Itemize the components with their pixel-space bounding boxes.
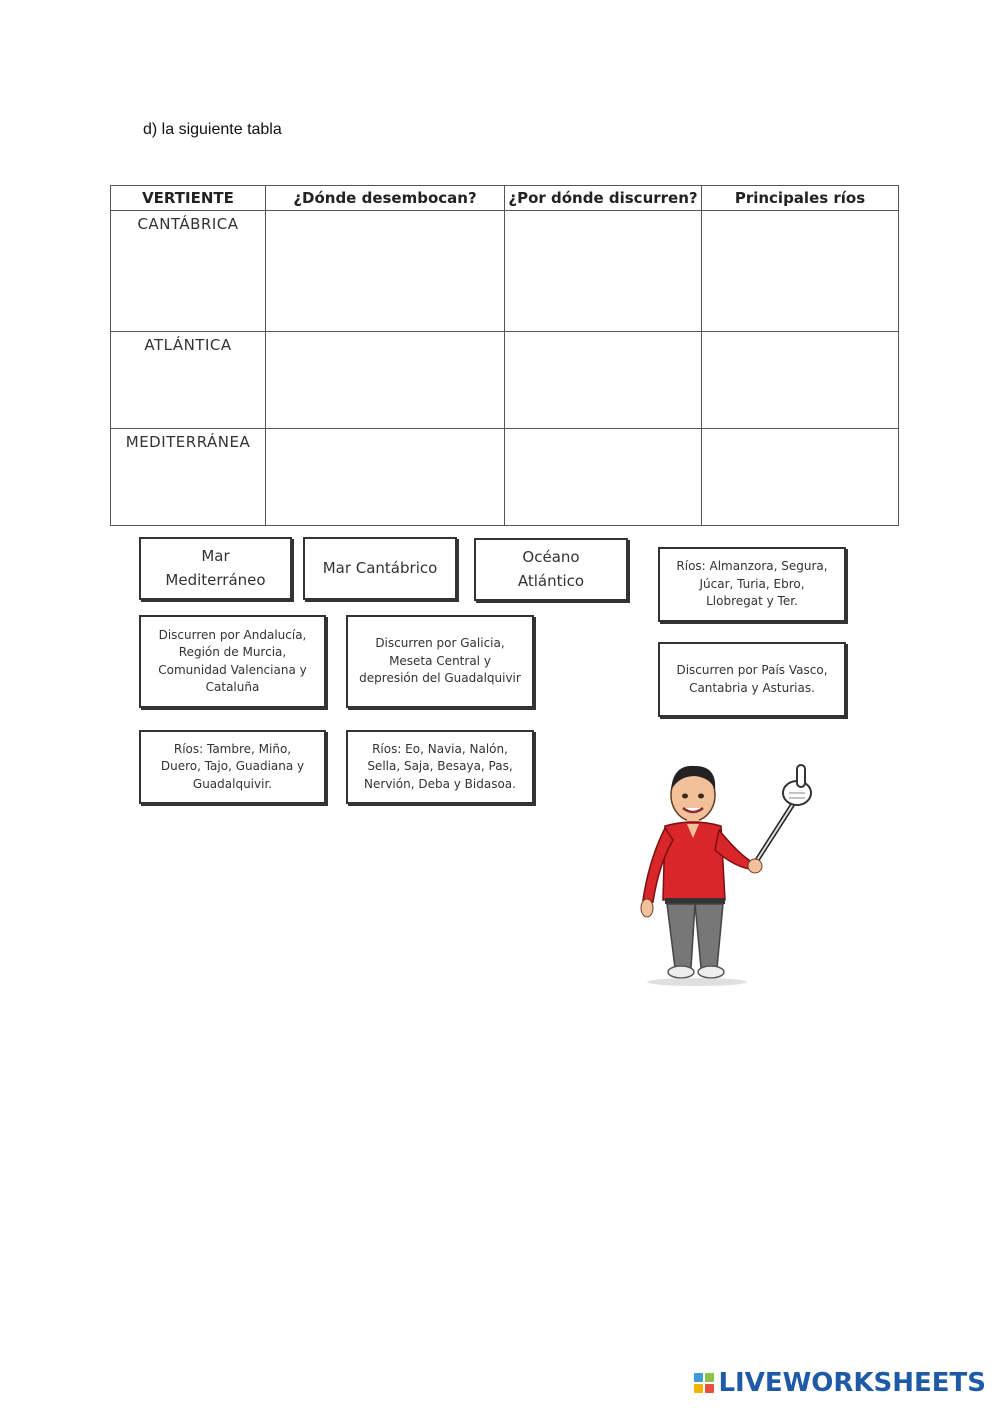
card-discurren-atlantica[interactable]: Discurren por Galicia, Meseta Central y depresión del Guadalquivir — [346, 615, 534, 708]
drop-cell-mediterranea-discurren[interactable] — [505, 429, 702, 526]
drop-cell-cantabrica-desembocan[interactable] — [266, 211, 505, 332]
vertientes-table — [110, 185, 898, 526]
brand-wordmark: LIVEWORKSHEETS — [718, 1368, 986, 1398]
card-rios-cantabrica[interactable]: Ríos: Eo, Navia, Nalón, Sella, Saja, Besaya, Pas, Nervión, Deba y Bidasoa. — [346, 730, 534, 804]
header-principales-rios: Principales ríos — [702, 186, 899, 211]
liveworksheets-brand — [694, 1368, 986, 1398]
card-rios-atlantica[interactable]: Ríos: Tambre, Miño, Duero, Tajo, Guadiana y Guadalquivir. — [139, 730, 326, 804]
drop-cell-cantabrica-discurren[interactable] — [505, 211, 702, 332]
card-mar-cantabrico[interactable]: Mar Cantábrico — [303, 537, 457, 600]
card-oceano-atlantico[interactable]: Océano Atlántico — [474, 538, 628, 601]
instruction-text: d) la siguiente tabla — [143, 121, 282, 138]
drop-cell-atlantica-rios[interactable] — [702, 332, 899, 429]
liveworksheets-logo-icon — [694, 1373, 714, 1393]
glove-hand-icon — [783, 765, 811, 805]
teacher-avatar-image — [625, 760, 835, 990]
drop-cell-mediterranea-desembocan[interactable] — [266, 429, 505, 526]
drop-cell-cantabrica-rios[interactable] — [702, 211, 899, 332]
row-label-cantabrica: CANTÁBRICA — [111, 211, 266, 332]
header-vertiente: VERTIENTE — [111, 186, 266, 211]
card-mar-mediterraneo[interactable]: Mar Mediterráneo — [139, 537, 292, 600]
card-discurren-mediterranea[interactable]: Discurren por Andalucía, Región de Murcia, Comunidad Valenciana y Cataluña — [139, 615, 326, 708]
drop-cell-atlantica-desembocan[interactable] — [266, 332, 505, 429]
card-rios-mediterranea[interactable]: Ríos: Almanzora, Segura, Júcar, Turia, Ebro, Llobregat y Ter. — [658, 547, 846, 622]
card-discurren-cantabrica[interactable]: Discurren por País Vasco, Cantabria y Asturias. — [658, 642, 846, 717]
header-por-donde-discurren: ¿Por dónde discurren? — [505, 186, 702, 211]
drop-cell-mediterranea-rios[interactable] — [702, 429, 899, 526]
row-label-atlantica: ATLÁNTICA — [111, 332, 266, 429]
drop-cell-atlantica-discurren[interactable] — [505, 332, 702, 429]
header-donde-desembocan: ¿Dónde desembocan? — [266, 186, 505, 211]
row-label-mediterranea: MEDITERRÁNEA — [111, 429, 266, 526]
